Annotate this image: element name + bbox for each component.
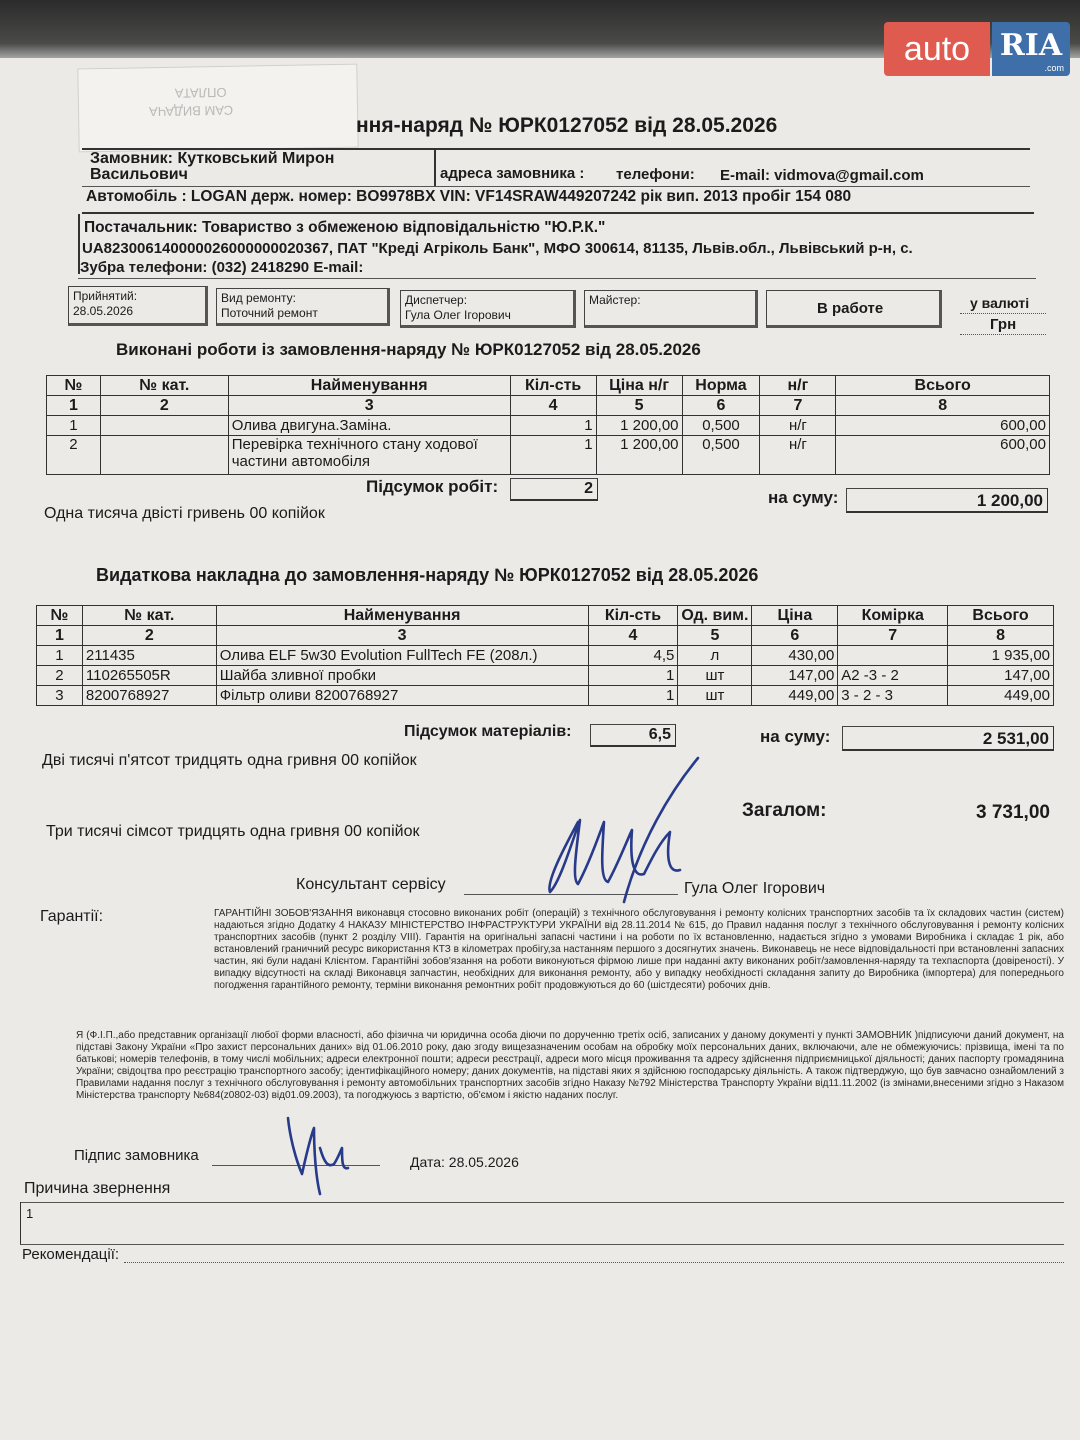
works-subtotal-box [510,478,598,501]
accepted-value: 28.05.2026 [73,304,134,318]
consent-text: Я (Ф.І.П.,або представник організації любої форми власності, або фізична чи юридична особа діючи по дорученню третіх осіб, записаних у даному документі у пункті ЗАМОВНИК )підписуючи даний документ, на підставі Закону України «Про захист персональних даних» від 01.06.2010 року, даю згоду вищезазначеним особам на обробку моїх персональних даних, включаючи, але не обмежуючись: прізвища, імені та по батькові; номерів телефонів, в тому числі мобільних; адреси електронної пошти; адреси реєстрації, адреси мого місця проживання та адресу здійснення підприємницької діяльності; даних паспорту громадянина України; свідоцтва про реєстрацію транспортного засобу; ідентифікаційного номеру; даних документів, на підставі яких я здійснюю господарську діяльність. А також підтверджую, що був завчасно ознайомлений з Правилами надання послуг з технічного обслуговування і ремонту автомобільних транспортних засобів згідно Наказу №792 Міністерства Транспорту України від11.11.2002 (із змінами,внесеними згідно з Наказом Міністерства транспорту №684(z0802-03) від01.09.2003), та погоджуюсь з вартістю, об'ємом і якістю наданих послуг. [76,1030,1064,1101]
material-cell: A2 -3 - 2 [838,666,948,686]
customer-sign-label: Підпис замовника [74,1147,199,1164]
materials-col-header: Ціна [752,606,838,626]
works-col-header: Всього [836,376,1050,396]
col-number: 1 [37,626,83,646]
rule [78,278,1036,279]
material-cat: 110265505R [82,666,216,686]
work-unit: н/г [760,416,836,436]
col-number: 5 [678,626,752,646]
works-col-header: Ціна н/г [596,376,682,396]
dispatcher-value: Гула Олег Ігорович [405,308,511,322]
materials-table [36,605,1054,706]
rule [960,334,1046,335]
rule [82,212,1034,214]
materials-sum-words: Дві тисячі п'ятсот тридцять одна гривня 00 копійок [42,752,417,769]
col-number: 4 [510,396,596,416]
material-unit: шт [678,666,752,686]
customer-email: E-mail: vidmova@gmail.com [720,167,924,184]
col-number: 4 [588,626,678,646]
supplier-line3: Зубра телефони: (032) 2418290 E-mail: [80,259,364,276]
material-price: 147,00 [752,666,838,686]
rule [434,150,436,186]
status-box [766,290,942,328]
repair-type-label: Вид ремонту: [221,291,296,305]
col-number: 6 [752,626,838,646]
material-qty: 1 [588,686,678,706]
recommendations-label: Рекомендації: [22,1246,120,1263]
reason-value: 1 [26,1206,34,1221]
work-name-cell [228,436,510,475]
works-col-header: Норма [682,376,760,396]
works-colnum-row [47,396,1050,416]
materials-header-row [37,606,1054,626]
table-row [37,646,1054,666]
works-sum-box [846,488,1048,513]
paper-sticker [77,64,358,153]
material-num: 2 [37,666,83,686]
work-name: Перевірка технічного стану ходової [231,436,478,453]
col-number: 8 [948,626,1054,646]
works-sum-value: 1 200,00 [976,491,1043,510]
table-row [47,436,1050,475]
table-row [37,666,1054,686]
col-number: 6 [682,396,760,416]
works-table [46,375,1050,475]
rule [20,1202,1064,1203]
work-total: 600,00 [836,436,1050,475]
materials-col-header: № [37,606,83,626]
warranty-label: Гарантії: [40,908,104,925]
material-num: 1 [37,646,83,666]
currency-value: Грн [990,316,1017,333]
dispatcher-label: Диспетчер: [405,293,468,307]
repair-type-value: Поточний ремонт [221,306,318,320]
rule [82,186,1030,187]
material-name: Олива ELF 5w30 Evolution FullTech FE (208л.) [216,646,588,666]
work-cat [100,416,228,436]
order-title: ння-наряд № ЮРК0127052 від 28.05.2026 [356,114,778,137]
work-num: 2 [47,436,101,475]
work-norm: 0,500 [682,436,760,475]
repair-type-box [216,288,390,326]
consultant-signature [520,752,720,912]
works-subtotal-qty: 2 [584,480,593,497]
grand-total-value: 3 731,00 [976,802,1050,823]
accepted-label: Прийнятий: [73,289,138,303]
materials-sum-value: 2 531,00 [982,729,1049,748]
materials-colnum-row [37,626,1054,646]
rule [20,1244,1064,1245]
material-qty: 4,5 [588,646,678,666]
work-qty: 1 [510,436,596,475]
watermark-auto: auto [884,22,990,76]
col-number: 3 [228,396,510,416]
master-box [584,290,758,328]
works-heading: Виконані роботи із замовлення-наряду № ЮРК0127052 від 28.05.2026 [116,340,701,359]
materials-col-header: Кіл-сть [588,606,678,626]
col-number: 1 [47,396,101,416]
material-total: 449,00 [948,686,1054,706]
sign-date: Дата: 28.05.2026 [410,1154,519,1170]
supplier-line1: Постачальник: Товариство з обмеженою відповідальністю "Ю.Р.К." [84,219,606,236]
supplier-line2: UA823006140000026000000020367, ПАТ "Креді Агріколь Банк", МФО 300614, 81135, Львів.обл., Львівський р-н, с. [82,240,913,257]
works-col-header: № кат. [100,376,228,396]
accepted-box [68,286,208,326]
works-col-header: № [47,376,101,396]
col-number: 7 [838,626,948,646]
work-qty: 1 [510,416,596,436]
warranty-text: ГАРАНТІЙНІ ЗОБОВ'ЯЗАННЯ виконавця стосовно виконаних робіт (операцій) з технічного обслуговування і ремонту колісних транспортних засобів та їх складових частин (систем) надаються згідно Додатку 4 НАКАЗУ МІНІСТЕРСТВО ІНФРАСТРУКТУРИ УКРАЇНИ від 28.11.2014 № 615, до Правил надання послуг з технічного обслуговування і ремонту колісних транспортних засобів (пункт 2 розділу VIII). Гарантія на оригінальні запасні частини і на роботи по їх встановленню, надається згідно з умовами Виробника і складає 1 рік, або встановлений граничний ресурс використання КТЗ в кілометрах пробігу,за настанням першого з досягнутих значень. Виконавець не несе відповідальності при встановленні запасних частин, які були надані Клієнтом. Гарантійні зобов'язання на роботи виконуються фірмою лише при наданні акту виконаних робіт/замовлення-наряду та техпаспорта (довіреності). У випадку відсутності на складі Виконавця запчастин, необхідних для виконання ремонту, або у випадку необхідності складання запиту до Виробника (імпортера) для попереднього погодження гарантійного ремонту, терміни виконання ремонтних робіт продовжуються до 60 (шістдесяти) робочих днів. [214,908,1064,991]
autoria-watermark [884,22,1070,76]
consultant-name: Гула Олег Ігорович [684,880,826,897]
watermark-ria: RIA [992,22,1070,76]
car-info: Автомобіль : LOGAN держ. номер: BO9978BX VIN: VF14SRAW449207242 рік вип. 2013 пробіг 154 080 [86,188,852,205]
rule [20,1202,21,1244]
work-cat [100,436,228,475]
material-cell: 3 - 2 - 3 [838,686,948,706]
material-qty: 1 [588,666,678,686]
materials-col-header: Найменування [216,606,588,626]
table-row [47,416,1050,436]
col-number: 2 [82,626,216,646]
material-unit: л [678,646,752,666]
col-number: 2 [100,396,228,416]
works-col-header: н/г [760,376,836,396]
material-price: 430,00 [752,646,838,666]
work-norm: 0,500 [682,416,760,436]
consultant-label: Консультант сервісу [296,876,446,893]
works-header-row [47,376,1050,396]
materials-subtotal-label: Підсумок матеріалів: [404,723,572,740]
materials-subtotal-qty: 6,5 [648,726,671,743]
material-cat: 8200768927 [82,686,216,706]
grand-total-label: Загалом: [742,800,827,821]
customer-name-line2: Васильович [90,166,188,183]
material-total: 147,00 [948,666,1054,686]
col-number: 3 [216,626,588,646]
customer-phones-label: телефони: [616,166,695,183]
status-value: В работе [817,300,884,317]
customer-name: Замовник: Кутковський Мирон [90,150,335,167]
work-name-line2: частини автомобіля [231,453,370,470]
work-price: 1 200,00 [596,436,682,475]
work-price: 1 200,00 [596,416,682,436]
works-col-header: Найменування [228,376,510,396]
material-name: Шайба зливної пробки [216,666,588,686]
works-sum-words: Одна тисяча двісті гривень 00 копійок [44,505,325,522]
customer-address-label: адреса замовника : [440,165,585,182]
material-total: 1 935,00 [948,646,1054,666]
materials-sum-label: на суму: [760,727,831,746]
material-name: Фільтр оливи 8200768927 [216,686,588,706]
reason-label: Причина звернення [24,1180,171,1197]
sticker-line1: ОПЛАТА [174,84,227,101]
work-name: Олива двигуна.Заміна. [228,416,510,436]
works-col-header: Кіл-сть [510,376,596,396]
materials-col-header: № кат. [82,606,216,626]
rule [124,1262,1064,1263]
master-label: Майстер: [589,293,641,307]
works-sum-label: на суму: [768,488,839,507]
grand-total-words: Три тисячі сімсот тридцять одна гривня 00 копійок [46,823,420,840]
currency-label: у валюті [970,295,1030,311]
materials-heading: Видаткова накладна до замовлення-наряду № ЮРК0127052 від 28.05.2026 [96,565,759,585]
material-num: 3 [37,686,83,706]
material-cat: 211435 [82,646,216,666]
work-num: 1 [47,416,101,436]
materials-col-header: Всього [948,606,1054,626]
customer-signature [280,1108,370,1200]
table-row [37,686,1054,706]
sticker-line2: САМ ВИДАЧА [148,102,234,120]
col-number: 5 [596,396,682,416]
material-cell [838,646,948,666]
watermark-com: .com [1044,63,1064,73]
materials-subtotal-box [590,724,676,747]
works-subtotal-label: Підсумок робіт: [366,477,499,496]
materials-col-header: Комірка [838,606,948,626]
material-unit: шт [678,686,752,706]
work-total: 600,00 [836,416,1050,436]
col-number: 8 [836,396,1050,416]
materials-sum-box [842,726,1054,751]
dispatcher-box [400,290,576,328]
material-price: 449,00 [752,686,838,706]
col-number: 7 [760,396,836,416]
rule [960,313,1046,314]
work-unit: н/г [760,436,836,475]
materials-col-header: Од. вим. [678,606,752,626]
